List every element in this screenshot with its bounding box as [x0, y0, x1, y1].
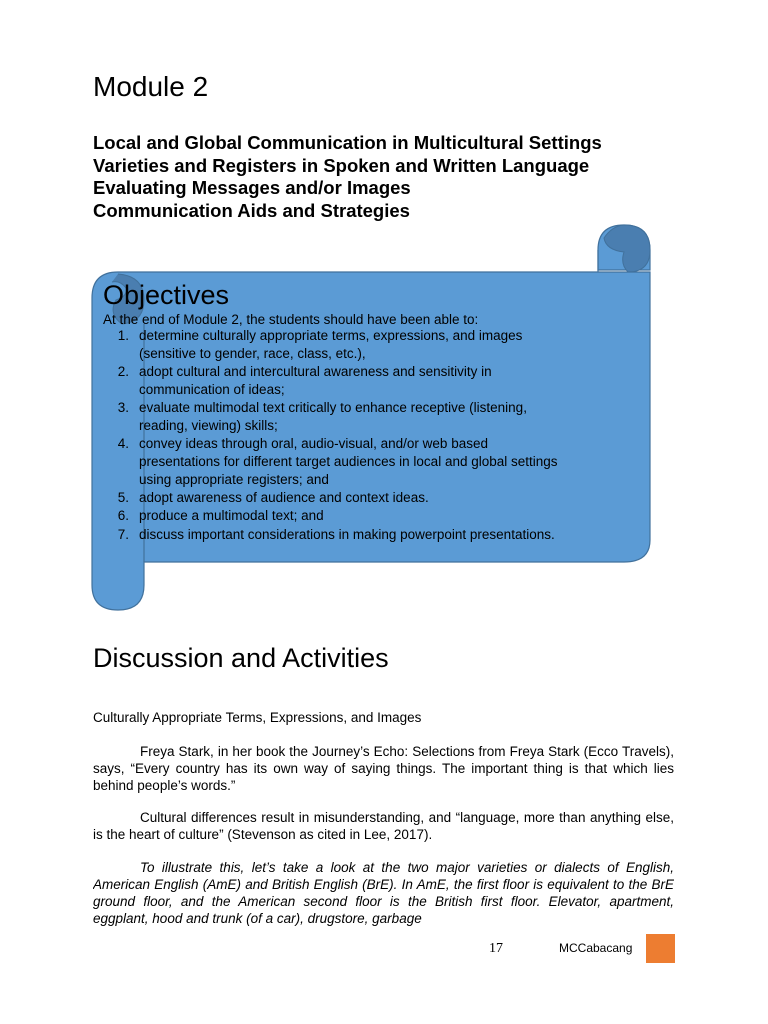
subtitle-line: Communication Aids and Strategies: [93, 199, 410, 221]
footer-author: MCCabacang: [559, 941, 633, 955]
subtitle-line: Local and Global Communication in Multicultural Settings: [93, 132, 602, 153]
objective-number: 6.: [117, 508, 129, 524]
objective-item: [96, 435, 566, 488]
objectives-list: [96, 327, 566, 544]
module-title: Module 2: [93, 71, 209, 102]
objective-item: [96, 507, 566, 525]
subtitle-line: Varieties and Registers in Spoken and Written Language: [93, 154, 590, 176]
body-paragraph: Freya Stark, in her book the Journey’s Echo: Selections from Freya Stark (Ecco Travels), says, “Every country has its own way of saying things. The important thing is that which lies behind people’s words.”: [93, 744, 674, 793]
body-paragraph: To illustrate this, let’s take a look at the two major varieties or dialects of English, American English (AmE) and British English (BrE). In AmE, the first floor is equivalent to the BrE ground floor, and the American second floor is the British first floor. Elevator, apartment, eggplant, hood and trunk (of a car), drugstore, garbage: [93, 860, 674, 926]
objectives-title: Objectives: [103, 280, 230, 310]
discussion-title: Discussion and Activities: [93, 643, 389, 673]
objective-text: convey ideas through oral, audio-visual, and/or web based presentations for different target audiences in local and global settings using appropriate registers; and: [139, 436, 558, 487]
objective-text: adopt cultural and intercultural awareness and sensitivity in communication of ideas;: [139, 364, 492, 397]
objective-number: 1.: [117, 328, 129, 343]
objectives-intro: At the end of Module 2, the students should have been able to:: [103, 312, 479, 327]
footer-color-block: [646, 934, 675, 963]
objective-text: determine culturally appropriate terms, expressions, and images (sensitive to gender, race, class, etc.),: [139, 328, 523, 361]
objective-number: 4.: [117, 436, 129, 452]
objective-text: adopt awareness of audience and context ideas.: [139, 490, 429, 506]
objective-text: discuss important considerations in making powerpoint presentations.: [139, 526, 555, 542]
objective-item: [96, 363, 566, 399]
objective-text: produce a multimodal text; and: [139, 508, 324, 524]
objective-item: [96, 327, 566, 363]
objective-number: 2.: [117, 364, 129, 380]
objective-item: [96, 489, 566, 507]
objective-number: 3.: [117, 400, 129, 416]
section-heading: Culturally Appropriate Terms, Expressions, and Images: [93, 710, 422, 725]
page-number: 17: [489, 941, 503, 956]
objective-number: 5.: [117, 490, 129, 506]
objective-item: [96, 399, 566, 435]
objective-text: evaluate multimodal text critically to enhance receptive (listening, reading, viewing) skills;: [139, 400, 527, 433]
body-paragraph: Cultural differences result in misunderstanding, and “language, more than anything else, is the heart of culture” (Stevenson as cited in Lee, 2017).: [93, 810, 674, 842]
objective-item: [96, 526, 566, 544]
subtitle-line: Evaluating Messages and/or Images: [93, 177, 411, 198]
objective-number: 7.: [117, 526, 129, 542]
